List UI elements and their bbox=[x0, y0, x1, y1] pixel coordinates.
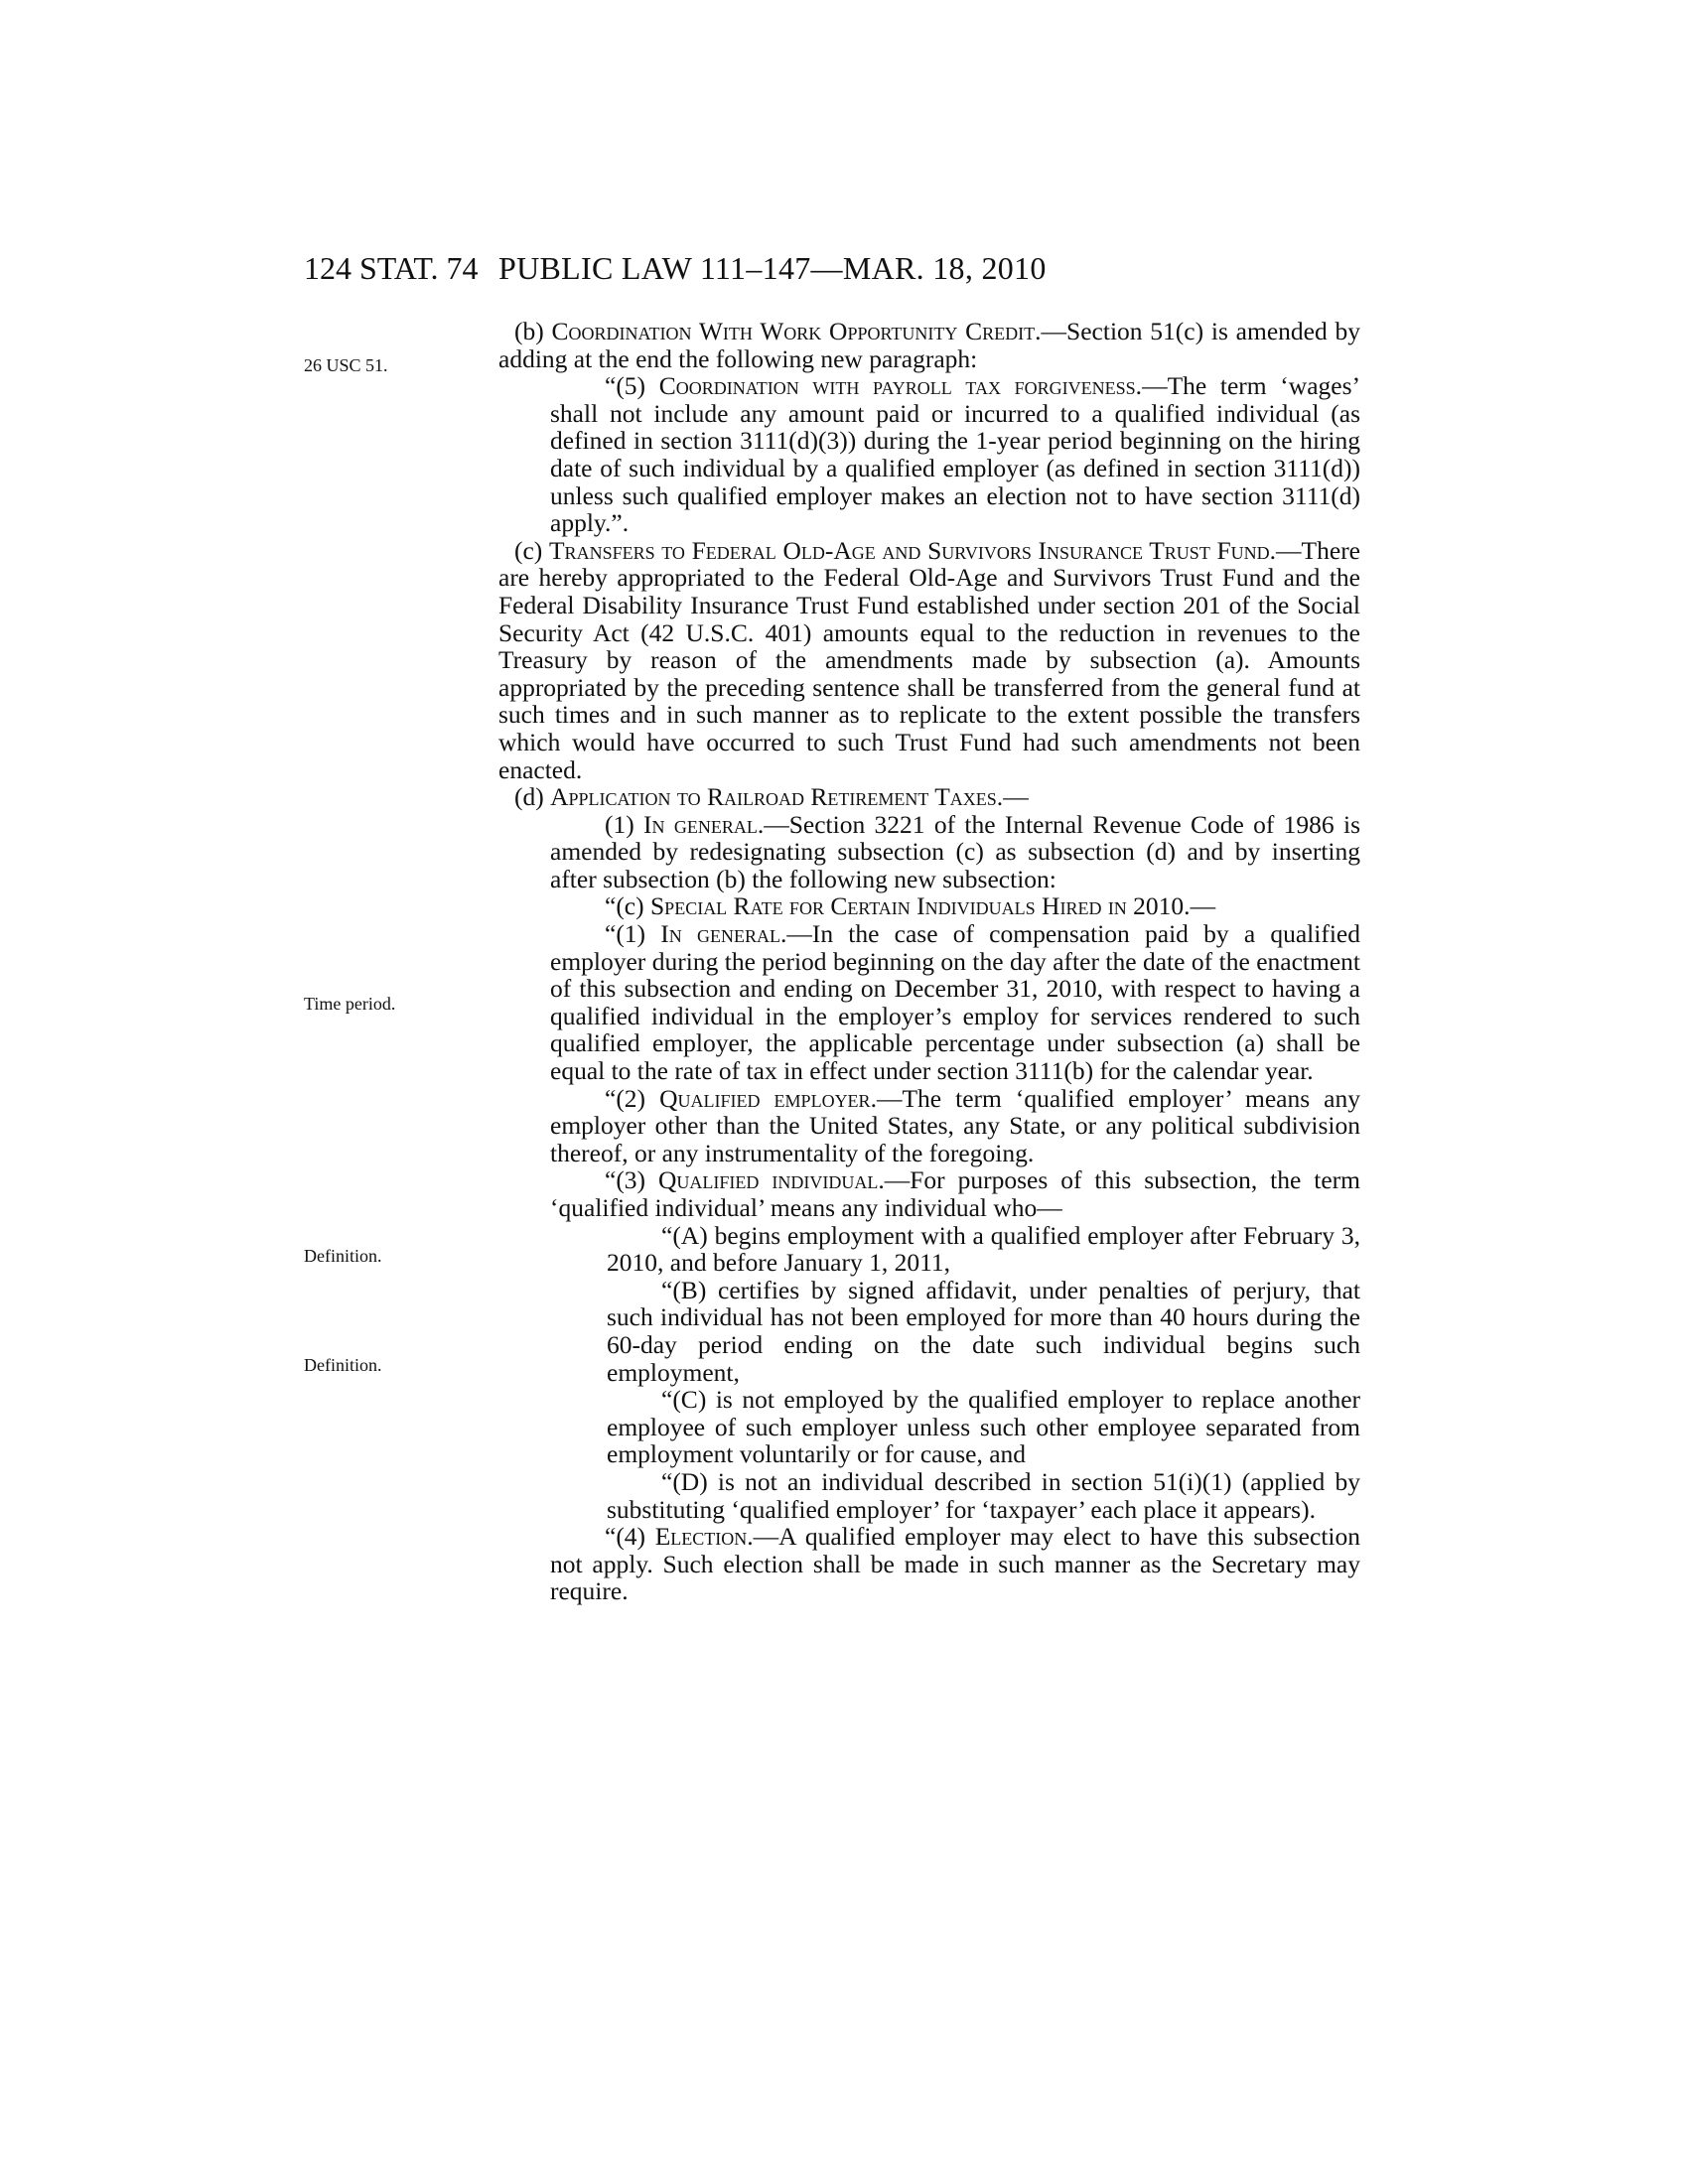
paragraph-heading: Qualified individual. bbox=[658, 1165, 885, 1195]
paragraph-lead: “(4) bbox=[605, 1522, 655, 1552]
paragraph-heading: In general. bbox=[660, 919, 787, 949]
paragraph-d1 bbox=[498, 811, 1360, 893]
subsection-heading: Coordination With Work Opportunity Credit. bbox=[551, 317, 1042, 345]
new-subsection-c bbox=[498, 892, 1360, 920]
subsection-lead: (d) bbox=[514, 782, 551, 812]
paragraph-text: —The term ‘qualified employer’ means any employer other than the United States, any State, or any political subdivision thereof, or any instrumentality of the foregoing. bbox=[550, 1083, 1360, 1167]
paragraph-c1 bbox=[498, 920, 1360, 1085]
paragraph-heading: Election. bbox=[654, 1522, 754, 1552]
paragraph-lead: “(5) bbox=[605, 371, 659, 401]
paragraph-text: —In the case of compensation paid by a qualified employer during the period beginning on the day after the date of the enactment of this subsection and ending on December 31, 2010, with respect to having a qualified individual in the employer’s employ for services rendered to such qualified employer, the applicable percentage under subsection (a) shall be equal to the rate of tax in effect under section 3111(b) for the calendar year. bbox=[550, 919, 1360, 1086]
subsection-heading: Special Rate for Certain Individuals Hired in 2010. bbox=[650, 891, 1191, 921]
paragraph-b5 bbox=[498, 372, 1360, 537]
paragraph-lead: (1) bbox=[605, 809, 644, 839]
paragraph-text: —A qualified employer may elect to have this subsection not apply. Such election shall be made in such manner as the Secretary may require. bbox=[550, 1522, 1360, 1606]
paragraph-lead: “(1) bbox=[605, 919, 661, 949]
subsection-text: — bbox=[1003, 782, 1029, 812]
paragraph-lead: “(2) bbox=[605, 1083, 660, 1113]
subsection-d bbox=[498, 783, 1360, 811]
page-number: 124 STAT. 74 bbox=[304, 250, 479, 286]
subsection-heading: Application to Railroad Retirement Taxes. bbox=[550, 782, 1004, 812]
subsection-lead: (c) bbox=[514, 535, 549, 565]
paragraph-text: —Section 3221 of the Internal Revenue Code of 1986 is amended by redesignating subsection (c) as subsection (d) and by inserting after subsection (b) the following new subsection: bbox=[550, 809, 1360, 893]
subsection-lead: (b) bbox=[514, 317, 552, 345]
subparagraph-b: “(B) certifies by signed affidavit, under penalties of perjury, that such individual has not been employed for more than 40 hours during the 60-day period ending on the date such individual begins such employment, bbox=[607, 1275, 1360, 1387]
paragraph-text: —The term ‘wages’ shall not include any amount paid or incurred to a qualified individual (as defined in section 3111(d)(3)) during the 1-year period beginning on the hiring date of such individual by a qualified employer (as defined in section 3111(d)) unless such qualified employer makes an election not to have section 3111(d) apply.”. bbox=[550, 371, 1360, 538]
margin-note-definition: Definition. bbox=[304, 1355, 382, 1375]
paragraph-heading: In general. bbox=[643, 809, 765, 839]
running-head: PUBLIC LAW 111–147—MAR. 18, 2010 bbox=[498, 250, 1047, 286]
subsection-text: — bbox=[1190, 891, 1216, 921]
paragraph-heading: Coordination with payroll tax forgiveness. bbox=[658, 371, 1143, 401]
paragraph-lead: “(3) bbox=[605, 1165, 659, 1195]
margin-note-usc: 26 USC 51. bbox=[304, 355, 388, 375]
paragraph-c3 bbox=[498, 1166, 1360, 1221]
margin-note-time-period: Time period. bbox=[304, 994, 396, 1014]
paragraph-heading: Qualified employer. bbox=[659, 1083, 877, 1113]
paragraph-text: —For purposes of this subsection, the term ‘qualified individual’ means any individual who— bbox=[550, 1165, 1361, 1222]
subparagraph-d: “(D) is not an individual described in section 51(i)(1) (applied by substituting ‘qualified employer’ for ‘taxpayer’ each place it appears). bbox=[607, 1466, 1360, 1524]
paragraph-c2 bbox=[498, 1085, 1360, 1167]
subsection-c bbox=[498, 537, 1360, 783]
subparagraph-c: “(C) is not employed by the qualified employer to replace another employee of such employer unless such other employee separated from employment voluntarily or for cause, and bbox=[607, 1385, 1360, 1469]
subsection-text: —There are hereby appropriated to the Federal Old-Age and Survivors Trust Fund and the Federal Disability Insurance Trust Fund established under section 201 of the Social Security Act (42 U.S.C. 401) amounts equal to the reduction in revenues to the Treasury by reason of the amendments made by subsection (a). Amounts appropriated by the preceding sentence shall be transferred from the general fund at such times and in such manner as to replicate to the extent possible the transfers which would have occurred to such Trust Fund had such amendments not been enacted. bbox=[498, 535, 1361, 784]
subsection-text: —Section 51(c) is amended by adding at the end the following new paragraph: bbox=[498, 317, 1360, 373]
subparagraph-a: “(A) begins employment with a qualified employer after February 3, 2010, and before January 1, 2011, bbox=[607, 1220, 1360, 1278]
margin-note-definition: Definition. bbox=[304, 1246, 382, 1266]
paragraph-c4 bbox=[498, 1523, 1360, 1605]
subsection-lead: “(c) bbox=[605, 891, 650, 921]
statute-body bbox=[498, 318, 1360, 1605]
subsection-heading: Transfers to Federal Old-Age and Survivors Insurance Trust Fund. bbox=[548, 535, 1277, 565]
subsection-b bbox=[498, 318, 1360, 372]
